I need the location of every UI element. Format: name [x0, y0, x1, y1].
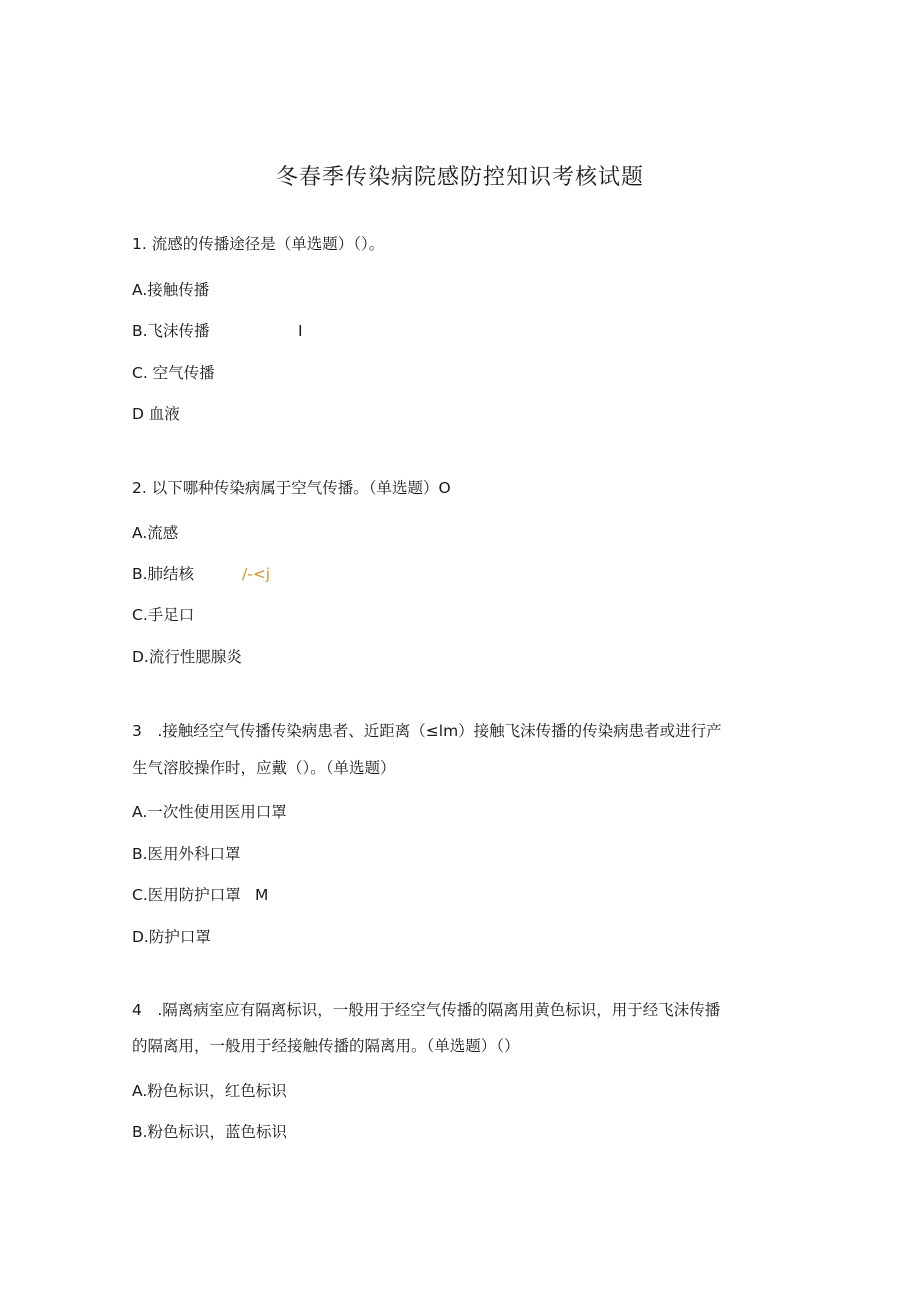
question-4-option-b: B.粉色标识，蓝色标识 [132, 1123, 288, 1141]
question-2-option-d: D.流行性腮腺炎 [132, 648, 242, 666]
question-3-answer-mark: M [255, 886, 269, 904]
question-1-stem: 1. 流感的传播途径是（单选题）（）。 [132, 235, 385, 253]
question-1-option-c: C. 空气传播 [132, 364, 215, 382]
question-3-option-c: C.医用防护口罩 [132, 886, 241, 904]
question-1-option-b: B.飞沫传播 [132, 322, 210, 340]
question-2-stem: 2. 以下哪种传染病属于空气传播。（单选题）O [132, 479, 451, 497]
question-1-answer-mark: I [298, 322, 303, 340]
question-4-option-a: A.粉色标识，红色标识 [132, 1082, 287, 1100]
question-4-stem-line-2: 的隔离用，一般用于经接触传播的隔离用。（单选题）（） [132, 1037, 520, 1055]
question-3-option-a: A.一次性使用医用口罩 [132, 803, 287, 821]
question-3-option-d: D.防护口罩 [132, 928, 211, 946]
question-2-option-b: B.肺结核 [132, 565, 195, 583]
question-2-answer-mark: /-<j [242, 565, 271, 583]
question-3-stem-line-1: 3 .接触经空气传播传染病患者、近距离（≤lm）接触飞沫传播的传染病患者或进行产 [132, 722, 722, 740]
question-2-option-a: A.流感 [132, 524, 179, 542]
page-title: 冬春季传染病院感防控知识考核试题 [275, 165, 644, 190]
question-3-option-b: B.医用外科口罩 [132, 845, 241, 863]
question-1-option-d: D 血液 [132, 405, 180, 423]
question-2-option-c: C.手足口 [132, 606, 195, 624]
question-1-option-a: A.接触传播 [132, 281, 210, 299]
question-4-stem-line-1: 4 .隔离病室应有隔离标识，一般用于经空气传播的隔离用黄色标识，用于经飞沫传播 [132, 1001, 721, 1019]
question-3-stem-line-2: 生气溶胶操作时，应戴（）。（单选题） [132, 759, 396, 777]
